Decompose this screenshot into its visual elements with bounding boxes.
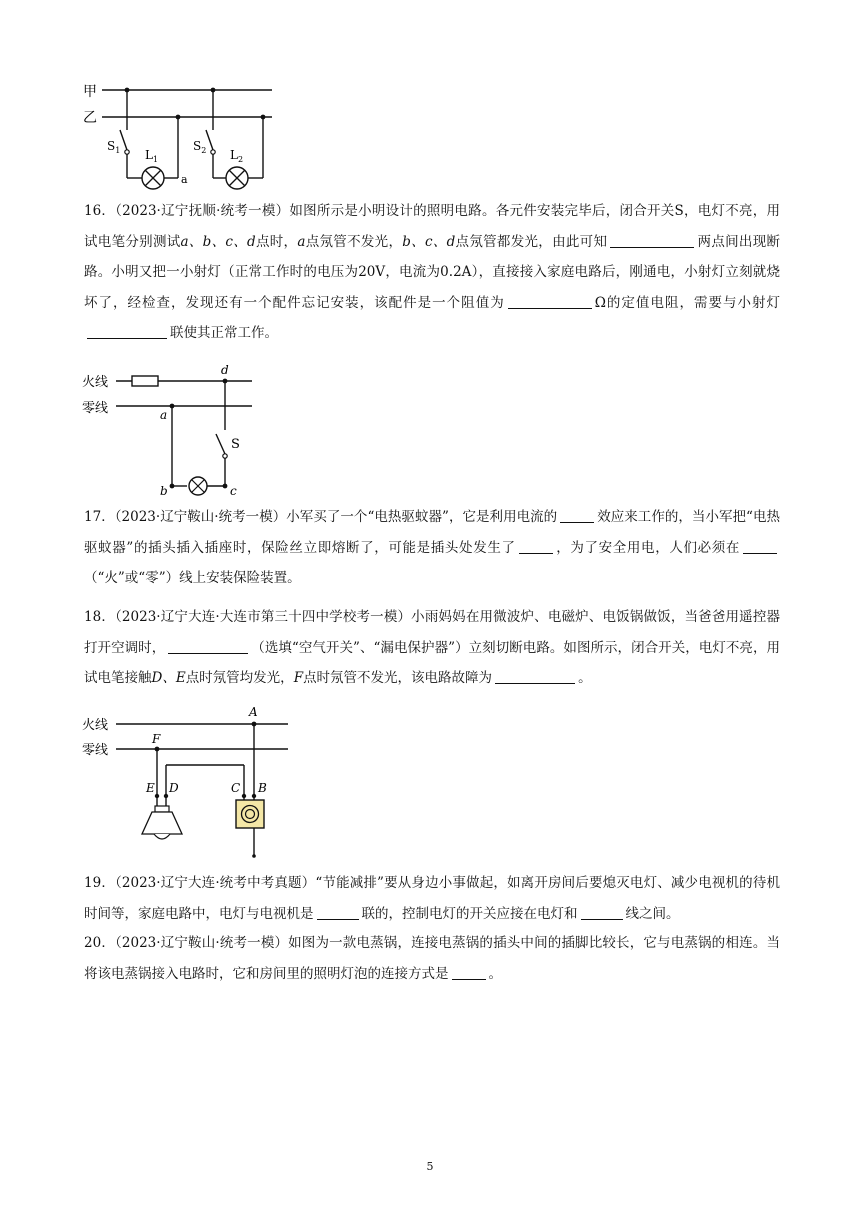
label-F: F [152, 732, 161, 746]
figure-lamp-socket-circuit [80, 700, 295, 860]
page-number: 5 [426, 1160, 434, 1173]
question-18: 18．（2023·辽宁大连·大连市第三十四中学校考一模）小雨妈妈在用微波炉、电磁炉、电饭锅做饭，当爸爸用遥控器打开空调时， （选填“空气开关”、“漏电保护器”）立刻切断电路。如图所示，闭合开关，电灯不亮，用试电笔接触D、E点时氖管均发光，F点时氖管不发光，该电路故障为 。 [84, 609, 781, 686]
label-s1: $S_1$ [107, 139, 121, 155]
label-s: S [231, 437, 240, 452]
answer-blank[interactable] [610, 232, 694, 248]
label-B: B [258, 781, 267, 795]
label-l1: $L_1$ [145, 148, 159, 164]
answer-blank[interactable] [87, 323, 167, 339]
label-neutral-wire: 零线 [82, 743, 109, 758]
label-live-wire: 火线 [82, 375, 109, 390]
lamp-icon [142, 806, 182, 839]
answer-blank[interactable] [581, 904, 623, 920]
answer-blank[interactable] [168, 638, 248, 654]
answer-blank[interactable] [452, 964, 486, 980]
label-neutral-wire: 零线 [82, 401, 109, 416]
figure-two-lamps-circuit [80, 78, 280, 196]
label-line-jia: 甲 [83, 84, 97, 100]
socket-icon [236, 800, 264, 828]
label-point-a: a [181, 173, 188, 186]
label-d: d [221, 364, 229, 377]
answer-blank[interactable] [743, 538, 777, 554]
label-l2: $L_2$ [230, 148, 244, 164]
label-b: b [160, 484, 168, 496]
answer-blank[interactable] [560, 507, 594, 523]
label-a: a [160, 408, 168, 422]
label-D: D [169, 781, 179, 795]
answer-blank[interactable] [495, 668, 575, 684]
label-s2: $S_2$ [193, 139, 207, 155]
label-A: A [249, 705, 258, 719]
label-E: E [146, 781, 155, 795]
fuse-icon [132, 376, 158, 386]
figure-lighting-circuit [80, 364, 260, 496]
question-16: 16．（2023·辽宁抚顺·统考一模）如图所示是小明设计的照明电路。各元件安装完毕后，闭合开关S，电灯不亮，用试电笔分别测试a、b、c、d点时，a点氖管不发光，b、c、d点氖管都发光，由此可知 两点间出现断路。小明又把一小射灯（正常工作时的电压为20V，电流为0.2A），直接接入家庭电路后，刚通电，小射灯立刻就烧坏了，经检查，发现还有一个配件忘记安装，该配件是一个阻值为 Ω的定值电阻，需要与小射灯联使其正常工作。 [84, 203, 781, 341]
label-live-wire: 火线 [82, 718, 109, 733]
label-line-yi: 乙 [83, 110, 97, 126]
label-c: c [230, 484, 237, 496]
question-20: 20．（2023·辽宁鞍山·统考一模）如图为一款电蒸锅，连接电蒸锅的插头中间的插脚比较长，它与电蒸锅的相连。当将该电蒸锅接入电路时，它和房间里的照明灯泡的连接方式是 。 [84, 935, 780, 982]
question-17: 17．（2023·辽宁鞍山·统考一模）小军买了一个“电热驱蚊器”，它是利用电流的 效应来工作的，当小军把“电热驱蚊器”的插头插入插座时，保险丝立即熔断了，可能是插头处发生了 ，为了安全用电，人们必须在（“火”或“零”）线上安装保险装置。 [84, 509, 780, 586]
answer-blank[interactable] [317, 904, 359, 920]
question-19: 19．（2023·辽宁大连·统考中考真题）“节能减排”要从身边小事做起，如离开房间后要熄灭电灯、减少电视机的待机时间等，家庭电路中，电灯与电视机是 联的，控制电灯的开关应接在电灯和 线之间。 [84, 875, 780, 922]
answer-blank[interactable] [519, 538, 553, 554]
label-C: C [231, 781, 241, 795]
answer-blank[interactable] [508, 293, 592, 309]
